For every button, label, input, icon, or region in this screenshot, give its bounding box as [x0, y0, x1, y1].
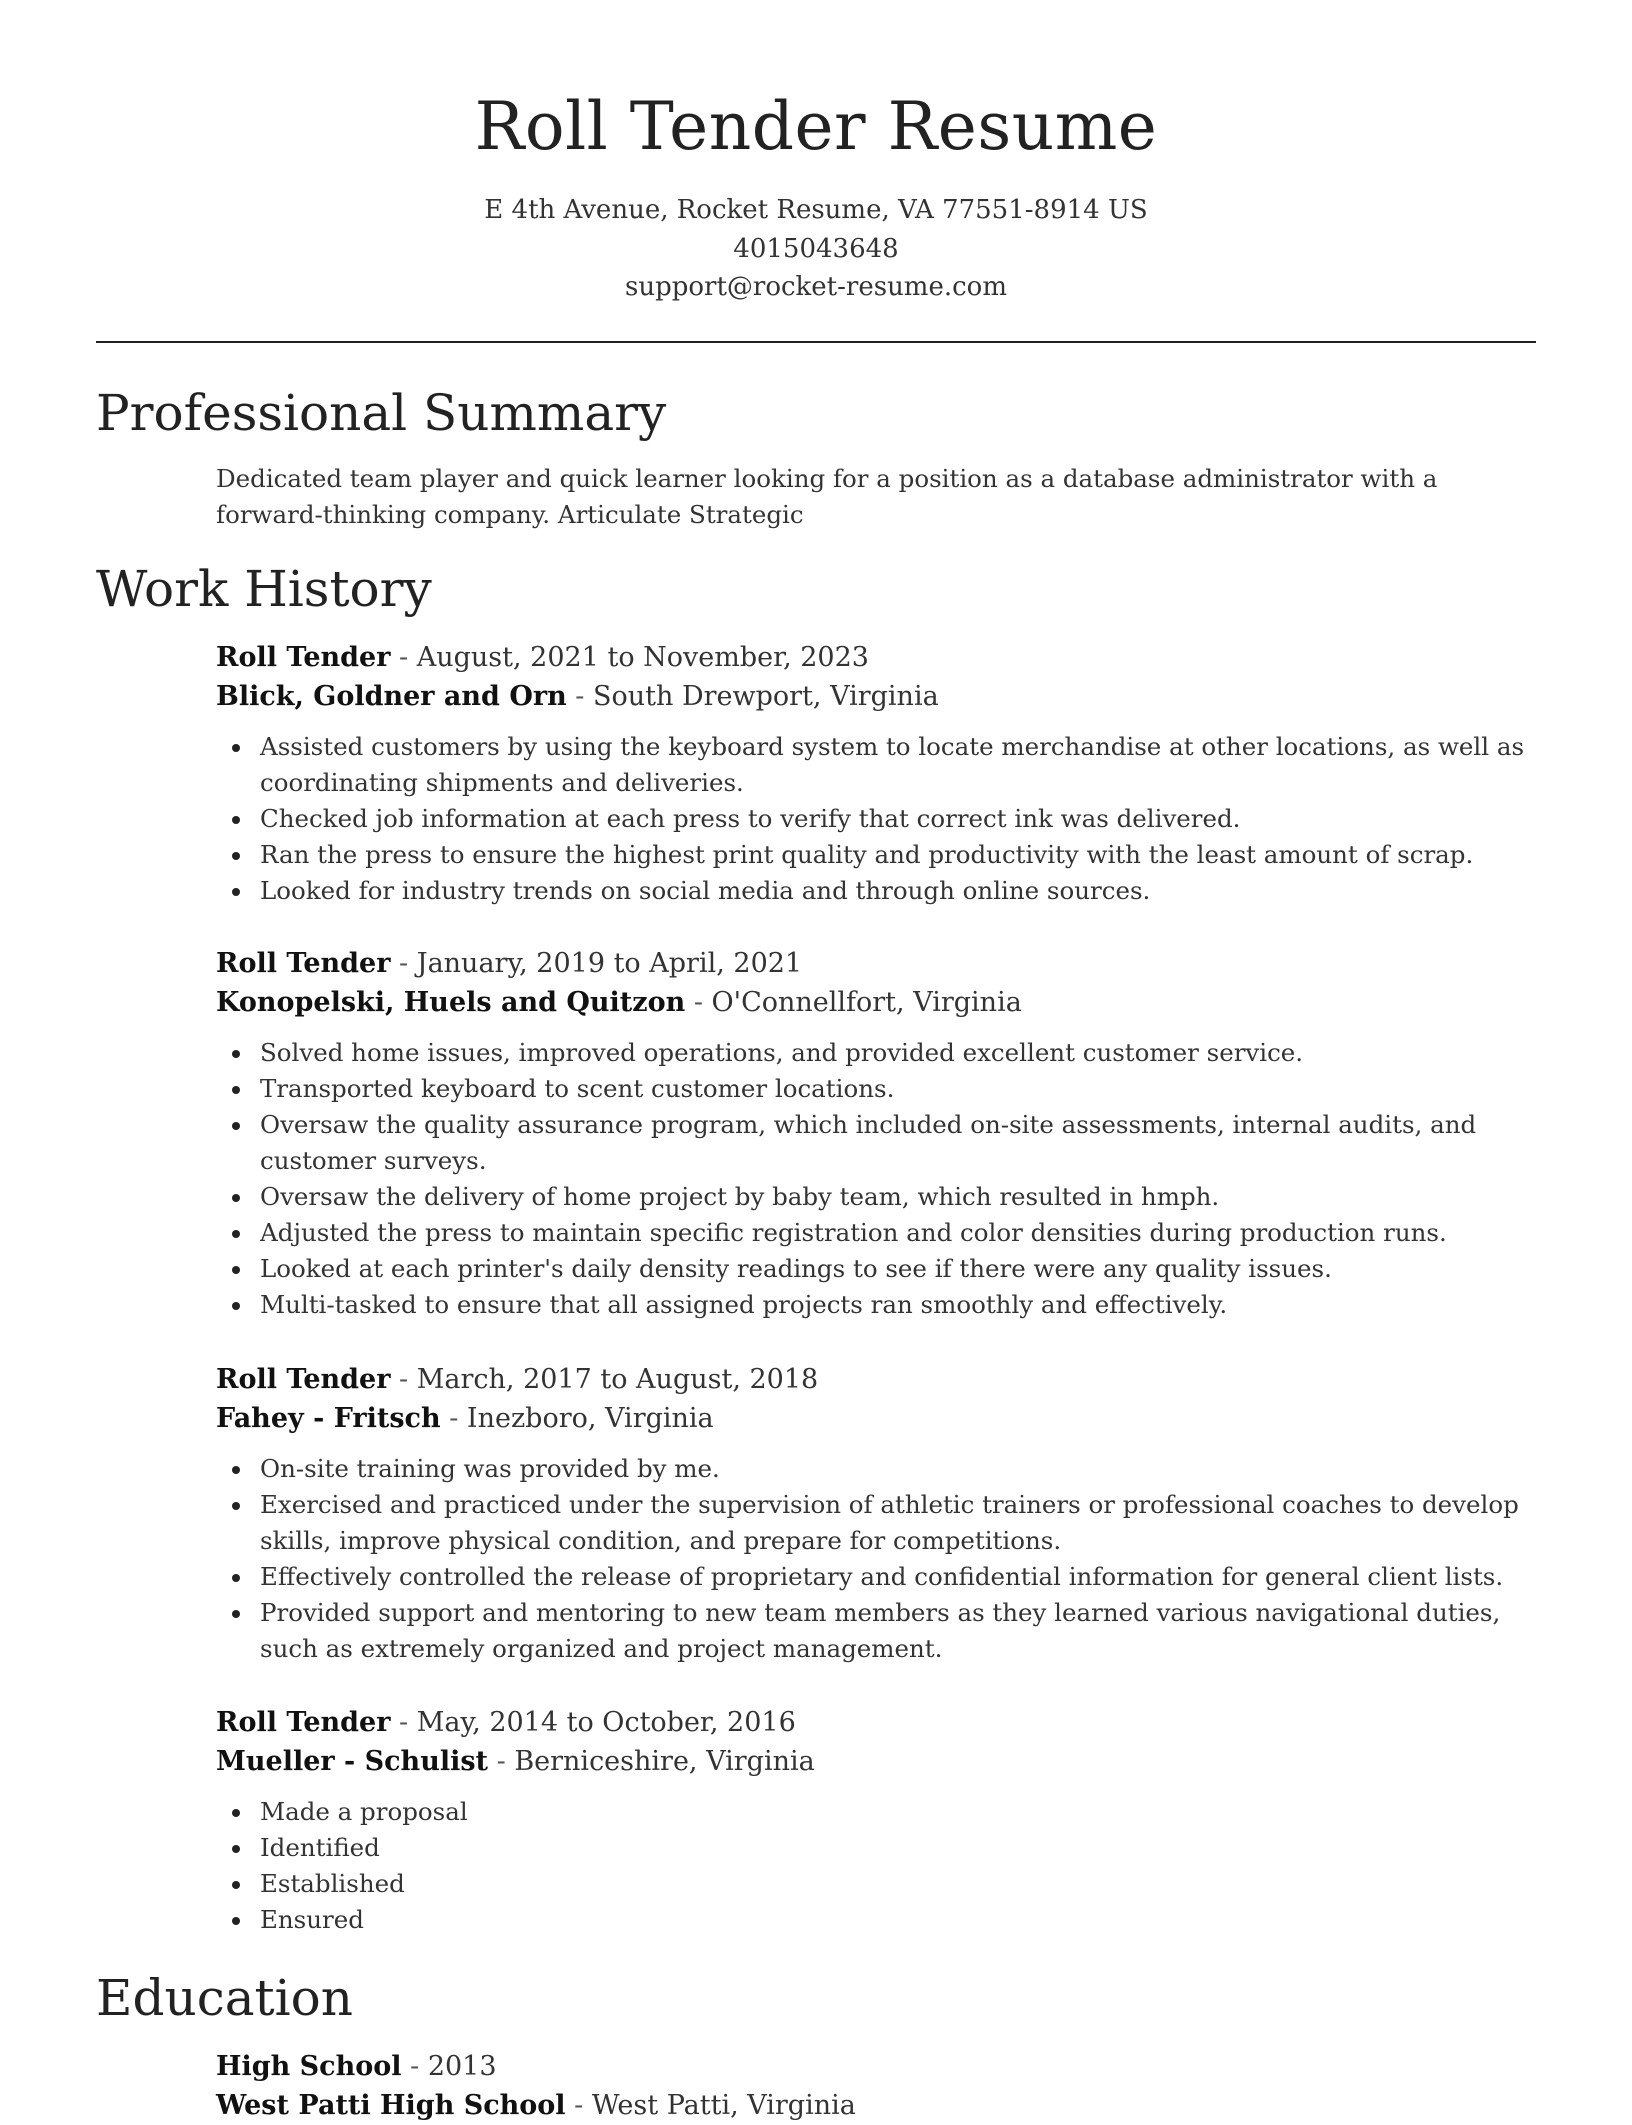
job-entry	[216, 1703, 1536, 1938]
job-dates: August, 2021 to November, 2023	[416, 642, 869, 673]
job-bullet: Made a proposal	[260, 1794, 1536, 1830]
job-bullet: Effectively controlled the release of proprietary and confidential information for general client lists.	[260, 1559, 1536, 1595]
job-bullet: Provided support and mentoring to new team members as they learned various navigational duties, such as extremely organized and project management.	[260, 1595, 1536, 1667]
job-company-line: Blick, Goldner and Orn - South Drewport, Virginia	[216, 681, 939, 712]
job-title-line: Roll Tender - May, 2014 to October, 2016	[216, 1707, 796, 1738]
job-entry	[216, 638, 1536, 909]
job-bullet: Exercised and practiced under the supervision of athletic trainers or professional coaches to develop skills, improve physical condition, and prepare for competitions.	[260, 1487, 1536, 1559]
job-bullet: Ran the press to ensure the highest print quality and productivity with the least amount of scrap.	[260, 837, 1536, 873]
summary-text: Dedicated team player and quick learner looking for a position as a database administrator with a forward-thinking company. Articulate Strategic	[216, 464, 1438, 529]
section-title-work-history: Work History	[96, 560, 432, 618]
job-bullet: Solved home issues, improved operations, and provided excellent customer service.	[260, 1035, 1536, 1071]
contact-phone: 4015043648	[733, 234, 899, 264]
job-entry	[216, 1360, 1536, 1667]
job-bullets	[216, 1451, 1536, 1667]
job-role: Roll Tender	[216, 642, 391, 673]
section-title-summary: Professional Summary	[96, 384, 667, 442]
education-school: West Patti High School	[216, 2090, 566, 2121]
job-dates: May, 2014 to October, 2016	[416, 1707, 796, 1738]
job-dates: March, 2017 to August, 2018	[416, 1364, 819, 1395]
job-role: Roll Tender	[216, 1364, 391, 1395]
job-bullet: Transported keyboard to scent customer locations.	[260, 1071, 1536, 1107]
job-company: Mueller - Schulist	[216, 1746, 489, 1777]
education-degree-line: High School - 2013	[216, 2051, 497, 2082]
contact-email: support@rocket-resume.com	[624, 272, 1007, 302]
job-bullet: On-site training was provided by me.	[260, 1451, 1536, 1487]
job-location: Berniceshire, Virginia	[514, 1746, 815, 1777]
job-bullet: Adjusted the press to maintain specific registration and color densities during production runs.	[260, 1215, 1536, 1251]
education-entry	[216, 2047, 1536, 2125]
job-location: South Drewport, Virginia	[593, 681, 939, 712]
education-school-line: West Patti High School - West Patti, Virginia	[216, 2090, 856, 2121]
job-role: Roll Tender	[216, 948, 391, 979]
job-bullets	[216, 1794, 1536, 1938]
job-bullet: Checked job information at each press to verify that correct ink was delivered.	[260, 801, 1536, 837]
job-company: Blick, Goldner and Orn	[216, 681, 567, 712]
job-title-line: Roll Tender - August, 2021 to November, 2023	[216, 642, 869, 673]
job-company-line: Mueller - Schulist - Berniceshire, Virginia	[216, 1746, 815, 1777]
job-location: O'Connellfort, Virginia	[711, 987, 1022, 1018]
job-bullets	[216, 729, 1536, 909]
job-company-line: Fahey - Fritsch - Inezboro, Virginia	[216, 1403, 714, 1434]
job-title-line: Roll Tender - March, 2017 to August, 2018	[216, 1364, 819, 1395]
job-title-line: Roll Tender - January, 2019 to April, 2021	[216, 948, 803, 979]
resume-title: Roll Tender Resume	[474, 88, 1158, 165]
job-entry	[216, 944, 1536, 1323]
education-degree: High School	[216, 2051, 402, 2082]
job-bullet: Multi-tasked to ensure that all assigned projects ran smoothly and effectively.	[260, 1287, 1536, 1323]
job-dates: January, 2019 to April, 2021	[416, 948, 803, 979]
contact-address: E 4th Avenue, Rocket Resume, VA 77551-8914 US	[484, 195, 1148, 225]
job-bullet: Identified	[260, 1830, 1536, 1866]
header-divider	[96, 341, 1536, 343]
job-bullet: Oversaw the delivery of home project by baby team, which resulted in hmph.	[260, 1179, 1536, 1215]
job-role: Roll Tender	[216, 1707, 391, 1738]
job-company-line: Konopelski, Huels and Quitzon - O'Connellfort, Virginia	[216, 987, 1022, 1018]
job-bullets	[216, 1035, 1536, 1323]
job-company: Konopelski, Huels and Quitzon	[216, 987, 686, 1018]
education-location: West Patti, Virginia	[591, 2090, 856, 2121]
section-title-education: Education	[96, 1969, 353, 2027]
education-year: 2013	[427, 2051, 497, 2082]
job-bullet: Looked for industry trends on social media and through online sources.	[260, 873, 1536, 909]
job-bullet: Ensured	[260, 1902, 1536, 1938]
job-bullet: Looked at each printer's daily density readings to see if there were any quality issues.	[260, 1251, 1536, 1287]
job-company: Fahey - Fritsch	[216, 1403, 441, 1434]
job-bullet: Assisted customers by using the keyboard system to locate merchandise at other locations, as well as coordinating shipments and deliveries.	[260, 729, 1536, 801]
job-bullet: Established	[260, 1866, 1536, 1902]
job-location: Inezboro, Virginia	[466, 1403, 714, 1434]
job-bullet: Oversaw the quality assurance program, which included on-site assessments, internal audits, and customer surveys.	[260, 1107, 1536, 1179]
